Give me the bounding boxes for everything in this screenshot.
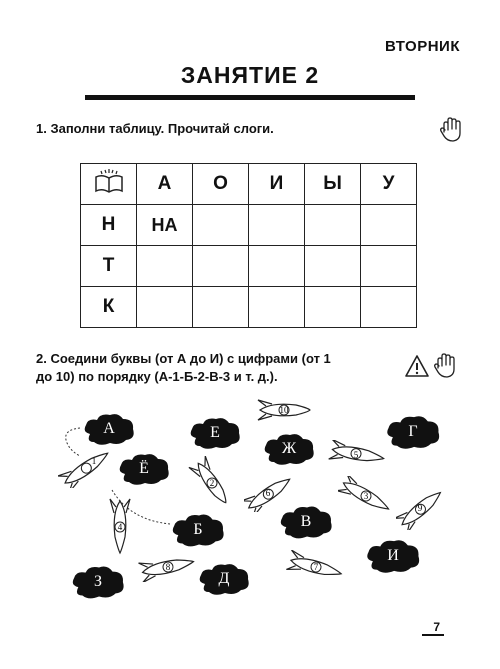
- rocket-icon: [286, 550, 346, 584]
- rocket-icon: [252, 398, 312, 422]
- rocket-number: 7: [313, 562, 319, 572]
- vowel-header: У: [361, 164, 417, 205]
- task2-line1: 2. Соедини буквы (от А до И) с цифрами (от 1: [36, 351, 331, 366]
- number-rocket[interactable]: [58, 446, 118, 488]
- number-rocket[interactable]: [138, 552, 198, 582]
- number-rocket[interactable]: [328, 440, 388, 468]
- rocket-number: 6: [265, 488, 271, 498]
- cloud-letter: В: [300, 513, 312, 530]
- rocket-number: 4: [117, 522, 123, 532]
- vowel-header: И: [249, 164, 305, 205]
- rocket-icon: [244, 474, 296, 512]
- number-rocket[interactable]: [338, 476, 394, 516]
- rocket-number: 3: [363, 491, 369, 501]
- number-rocket[interactable]: [244, 474, 296, 512]
- number-rocket[interactable]: [396, 486, 448, 530]
- vowel-header: О: [193, 164, 249, 205]
- consonant-label: К: [81, 287, 137, 328]
- page-number-underline: [422, 634, 444, 636]
- rocket-number: 9: [417, 503, 423, 513]
- rocket-icon: [138, 552, 198, 582]
- number-rocket[interactable]: [188, 456, 236, 510]
- vowel-header: Ы: [305, 164, 361, 205]
- cloud-letter: И: [387, 547, 399, 564]
- rocket-number: 2: [209, 478, 215, 488]
- number-rocket[interactable]: [286, 550, 346, 584]
- number-rocket[interactable]: [252, 398, 312, 422]
- consonant-label: Т: [81, 246, 137, 287]
- cloud-letter: Д: [218, 570, 230, 587]
- letter-cloud[interactable]: [196, 562, 252, 596]
- cloud-letter: Е: [210, 424, 220, 441]
- consonant-label: Н: [81, 205, 137, 246]
- cloud-letter: Б: [193, 521, 203, 538]
- letter-cloud[interactable]: [116, 452, 172, 486]
- letter-cloud[interactable]: [262, 432, 316, 466]
- cloud-letter: Ж: [281, 440, 297, 457]
- day-label: ВТОРНИК: [385, 38, 460, 55]
- letter-cloud[interactable]: [188, 416, 242, 450]
- rocket-icon: [188, 456, 236, 510]
- rocket-icon: [338, 476, 394, 516]
- cloud-letter: Ё: [139, 460, 149, 477]
- task2-line2: до 10) по порядку (А-1-Б-2-В-3 и т. д.).: [36, 369, 278, 384]
- page-number: 7: [433, 620, 440, 634]
- rocket-number: 1: [91, 456, 97, 466]
- rocket-number: 10: [279, 405, 289, 415]
- rocket-number: 8: [165, 562, 171, 572]
- rocket-icon: [58, 446, 118, 488]
- letter-cloud[interactable]: [70, 564, 126, 600]
- rocket-icon: [328, 440, 388, 468]
- rocket-icon: [396, 486, 448, 530]
- letter-cloud[interactable]: [364, 538, 422, 574]
- vowel-header: А: [137, 164, 193, 205]
- rocket-number: 5: [353, 450, 359, 460]
- task1-instruction: 1. Заполни таблицу. Прочитай слоги.: [36, 121, 274, 136]
- rocket-icon: [100, 496, 140, 558]
- letter-cloud[interactable]: [384, 414, 442, 450]
- number-rocket[interactable]: [100, 496, 140, 558]
- cloud-letter: З: [93, 573, 102, 590]
- syllable-cell[interactable]: НА: [137, 205, 193, 246]
- cloud-letter: Г: [408, 423, 418, 440]
- cloud-letter: А: [103, 420, 115, 437]
- letter-cloud[interactable]: [170, 512, 226, 548]
- lesson-title: ЗАНЯТИЕ 2: [180, 62, 320, 88]
- letter-cloud[interactable]: [82, 412, 136, 446]
